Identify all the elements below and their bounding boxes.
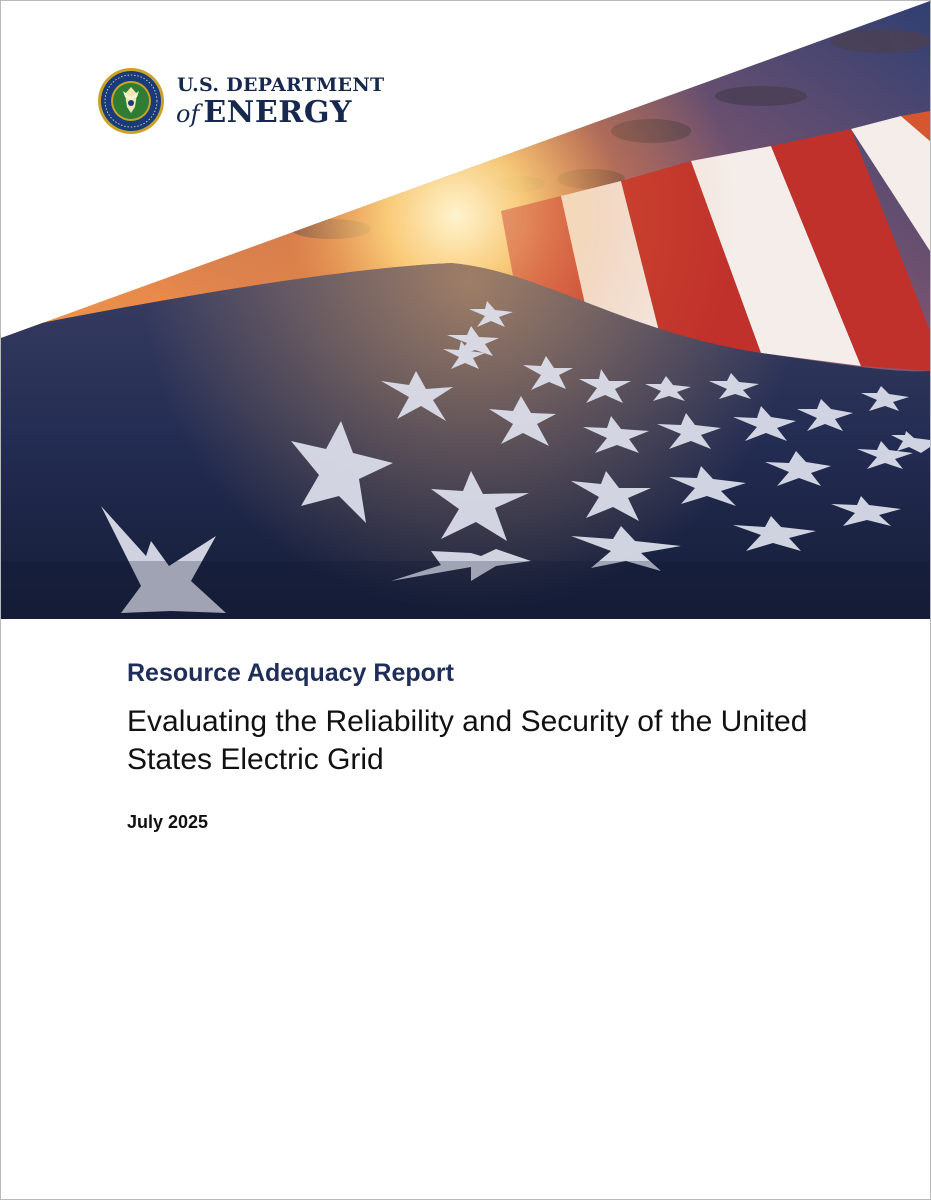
logo-of-text: of [176, 100, 200, 128]
report-title: Evaluating the Reliability and Security of the United States Electric Grid [127, 705, 808, 776]
report-date: July 2025 [127, 812, 209, 832]
doe-seal-icon [97, 67, 165, 135]
logo-energy-word: ENERGY [203, 95, 353, 130]
report-label: Resource Adequacy Report [127, 659, 454, 687]
logo-department-text: U.S. DEPARTMENT [177, 74, 385, 96]
logo-energy-text [176, 95, 352, 130]
doe-logo [97, 67, 397, 139]
